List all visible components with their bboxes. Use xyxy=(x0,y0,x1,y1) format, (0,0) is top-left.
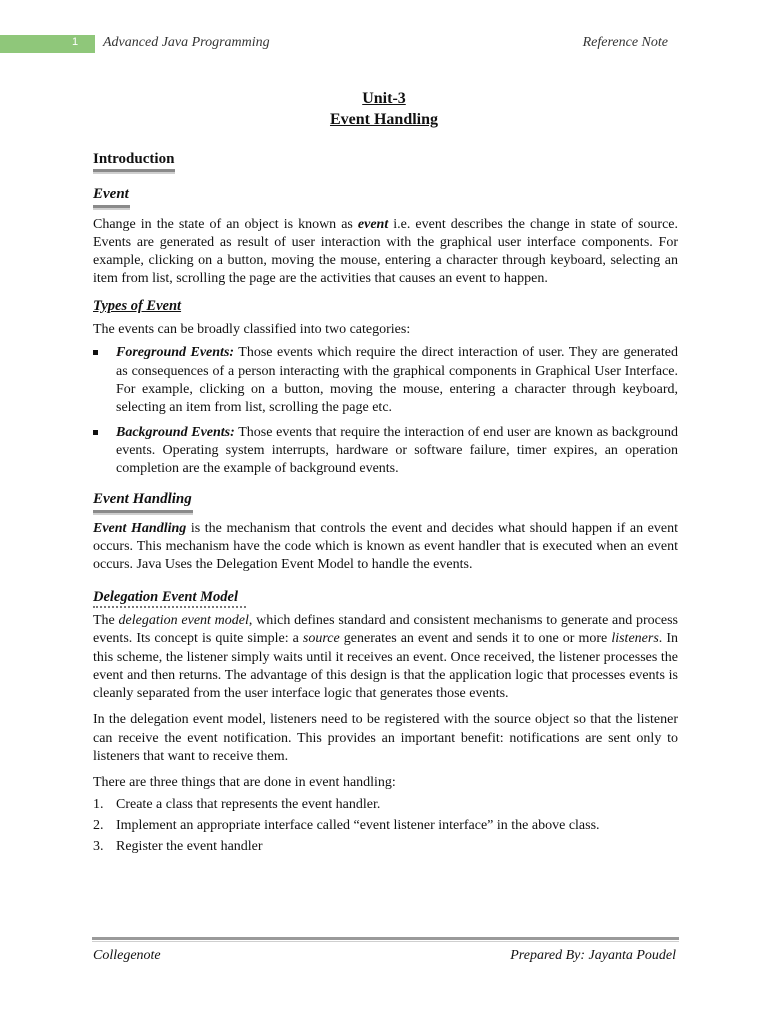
step-number: 2. xyxy=(93,817,104,833)
footer-right: Prepared By: Jayanta Poudel xyxy=(510,948,676,963)
header-title: Advanced Java Programming xyxy=(103,35,270,50)
list-item xyxy=(93,796,678,814)
source-term: source xyxy=(302,631,340,647)
delegation-text-b: , which defines standard and consistent mechanisms to generate and process events. Its concept is quite simple: a xyxy=(93,612,679,647)
foreground-text: Those events which require the direct interaction of user. They are generated as consequences of a person interacting with the graphical components in Graphical User Interface. For example, clicking on a button, moving the mouse, entering a character through keyboard, selecting an item from list, scrolling the page etc. xyxy=(116,345,679,416)
listeners-term: listeners xyxy=(611,631,659,647)
list-item xyxy=(93,817,678,835)
delegation-term: delegation event model xyxy=(118,612,249,628)
step-text: Implement an appropriate interface called “event listener interface” in the above class. xyxy=(116,817,600,833)
delegation-text-c: generates an event and sends it to one or more xyxy=(339,631,612,647)
background-text: Those events that require the interaction of end user are known as background events. Operating system interrupts, hardware or software failure, timer expires, an operation completion are the example of background events. xyxy=(116,424,678,477)
types-heading-wrap xyxy=(93,297,678,316)
unit-title: Unit-3 xyxy=(362,90,406,107)
list-item xyxy=(93,344,678,417)
page-number: 1 xyxy=(72,36,79,48)
footer-divider-shadow xyxy=(92,941,679,942)
event-handling-term: Event Handling xyxy=(93,520,187,536)
event-types-list xyxy=(93,344,678,478)
header-accent-bar xyxy=(0,35,95,53)
event-handling-paragraph xyxy=(93,520,678,575)
event-term: event xyxy=(357,216,389,232)
steps-list xyxy=(93,796,678,857)
event-handling-heading: Event Handling xyxy=(93,490,193,512)
delegation-heading-wrap xyxy=(93,588,678,608)
step-number: 1. xyxy=(93,796,104,812)
step-number: 3. xyxy=(93,839,104,855)
event-handling-heading-wrap xyxy=(93,490,678,512)
event-text-a: Change in the state of an object is known as xyxy=(93,216,358,232)
delegation-text-d: . In this scheme, the listener simply waits until it receives an event. Once received, the listener processes the event and then returns. The advantage of this design is that the application logic that processes events is cleanly separated from the user interface logic that generates those events. xyxy=(93,631,678,702)
event-text-b: i.e. event describes the change in state of source. Events are generated as result of user interaction with the graphical user interface components. For example, clicking on a button, moving the mouse, entering a character through keyboard, selecting an item from list, scrolling the page are the activities that causes an event to happen. xyxy=(93,216,678,287)
step-text: Create a class that represents the event handler. xyxy=(116,796,381,812)
bullet-square-icon xyxy=(93,430,98,435)
footer-divider xyxy=(92,937,679,940)
introduction-heading-wrap xyxy=(93,150,678,172)
page-header xyxy=(0,35,768,53)
delegation-heading: Delegation Event Model xyxy=(93,588,246,608)
delegation-paragraph-3: There are three things that are done in event handling: xyxy=(93,775,396,791)
event-handling-text: is the mechanism that controls the event and decides what should happen if an event occurs. This mechanism have the code which is known as event handler that is executed when an event occurs. Java Uses the Delegation Event Model to handle the events. xyxy=(93,520,678,573)
step-text: Register the event handler xyxy=(116,839,263,855)
footer-left: Collegenote xyxy=(93,948,161,963)
event-heading: Event xyxy=(93,185,130,207)
title-block xyxy=(0,88,768,130)
types-intro: The events can be broadly classified into two categories: xyxy=(93,322,411,338)
delegation-text-a: The xyxy=(93,612,119,628)
header-right-label: Reference Note xyxy=(582,35,668,50)
list-item xyxy=(93,838,678,856)
background-label: Background Events: xyxy=(116,424,235,440)
delegation-paragraph-1 xyxy=(93,612,678,703)
event-paragraph xyxy=(93,216,678,289)
document-body xyxy=(93,150,678,860)
list-item xyxy=(93,424,678,479)
chapter-title: Event Handling xyxy=(329,111,439,128)
introduction-heading: Introduction xyxy=(93,150,175,172)
event-heading-wrap xyxy=(93,185,678,207)
foreground-label: Foreground Events: xyxy=(116,345,235,361)
bullet-square-icon xyxy=(93,350,98,355)
types-heading: Types of Event xyxy=(93,297,182,314)
delegation-paragraph-2: In the delegation event model, listeners need to be registered with the source object so that the listener can receive the event notification. This provides an important benefit: notifications are sent only to listeners that want to receive them. xyxy=(93,712,678,765)
